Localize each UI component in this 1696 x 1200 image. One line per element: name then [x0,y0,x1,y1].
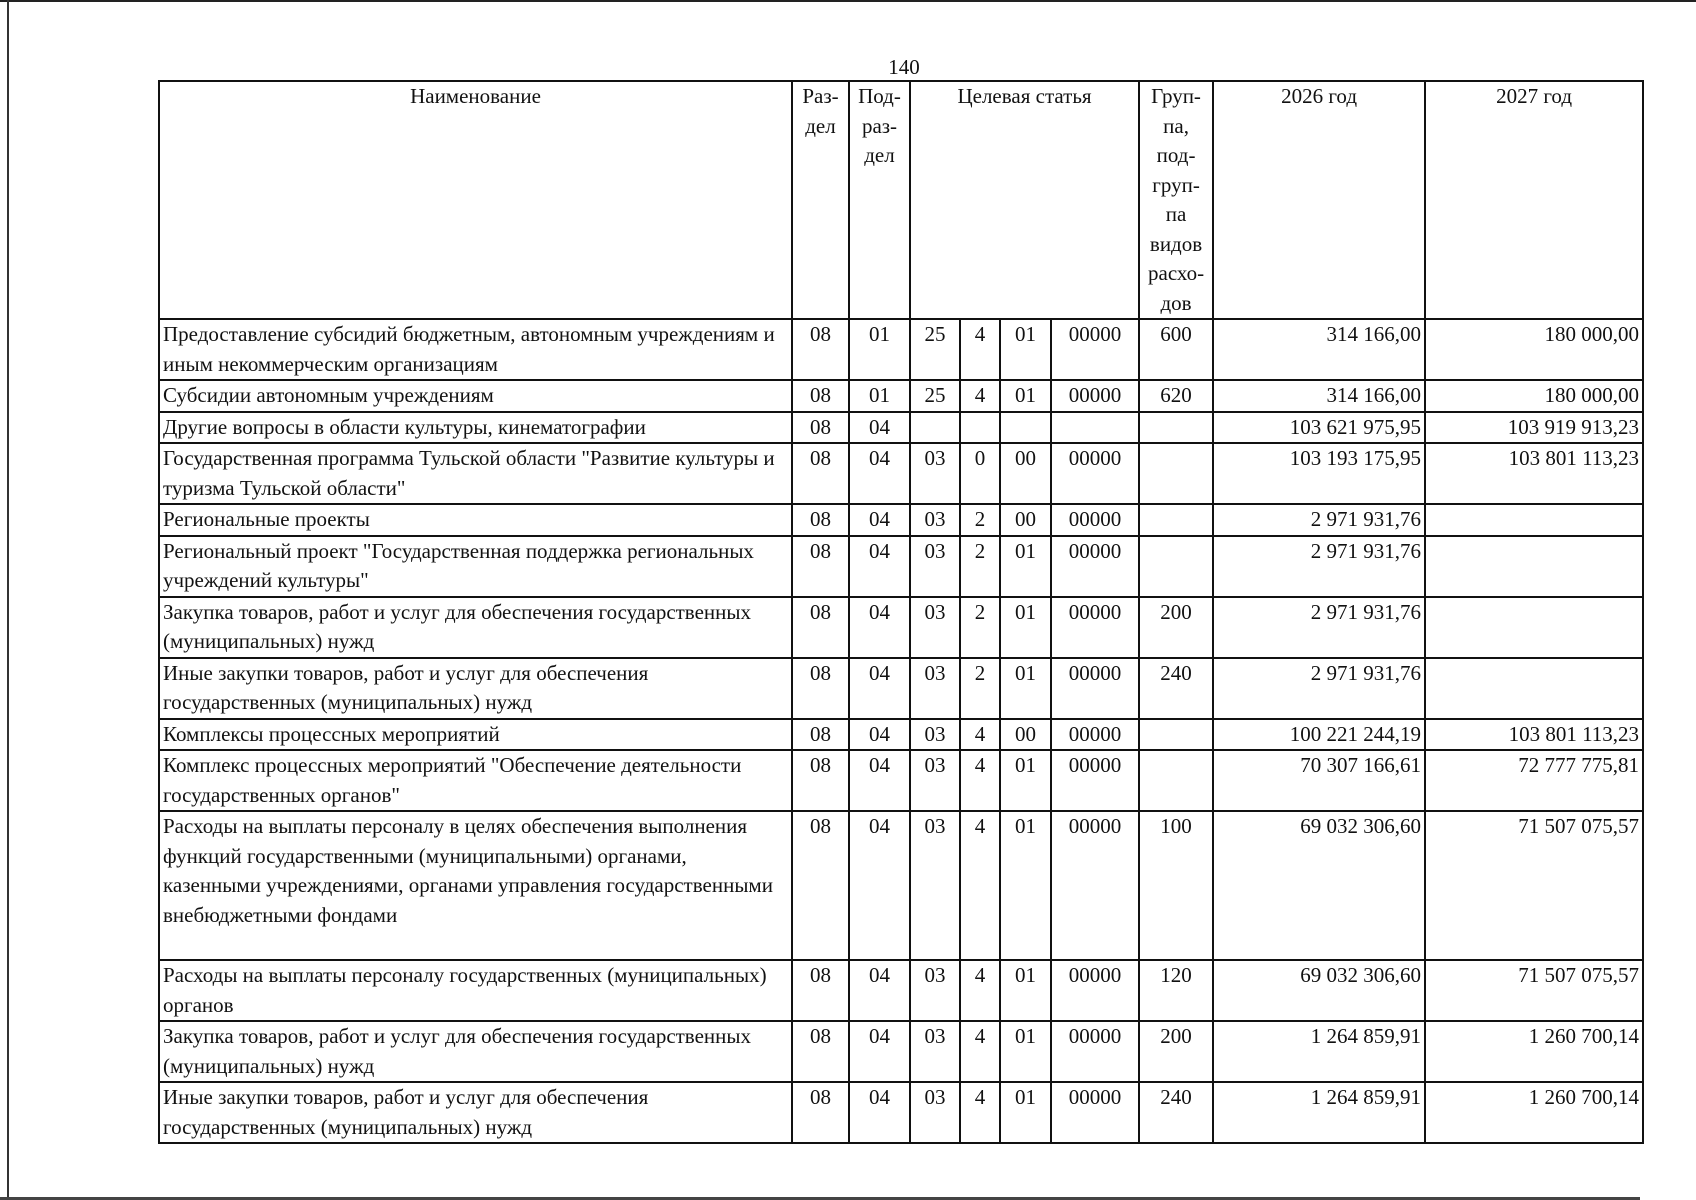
row-amount-2027-cell: 1 260 700,14 [1425,1021,1643,1082]
row-amount-2027-cell: 72 777 775,81 [1425,750,1643,811]
row-celevaya-element-cell: 01 [1000,960,1051,1021]
row-vid-rashodov-cell [1139,504,1213,536]
row-podrazdel-cell: 01 [849,380,910,412]
table-row [159,319,1643,380]
row-vid-rashodov-cell: 240 [1139,658,1213,719]
row-amount-2026-cell: 314 166,00 [1213,380,1425,412]
row-amount-2026-cell: 2 971 931,76 [1213,504,1425,536]
row-vid-rashodov-cell: 100 [1139,811,1213,960]
row-celevaya-program-cell: 03 [910,960,960,1021]
row-vid-rashodov-cell: 620 [1139,380,1213,412]
row-amount-2026-cell: 1 264 859,91 [1213,1021,1425,1082]
row-celevaya-program-cell: 03 [910,536,960,597]
row-celevaya-type-cell: 4 [960,1082,1000,1143]
row-celevaya-type-cell: 4 [960,380,1000,412]
row-celevaya-program-cell: 03 [910,1021,960,1082]
table-row [159,504,1643,536]
row-vid-rashodov-cell: 120 [1139,960,1213,1021]
row-amount-2026-cell: 70 307 166,61 [1213,750,1425,811]
table-row [159,719,1643,751]
table-row [159,412,1643,444]
row-amount-2027-cell: 180 000,00 [1425,319,1643,380]
row-amount-2026-cell: 2 971 931,76 [1213,658,1425,719]
row-celevaya-element-cell: 01 [1000,536,1051,597]
row-celevaya-direction-cell: 00000 [1051,536,1139,597]
row-celevaya-element-cell: 00 [1000,443,1051,504]
row-celevaya-direction-cell: 00000 [1051,319,1139,380]
row-amount-2027-cell: 71 507 075,57 [1425,960,1643,1021]
row-vid-rashodov-cell [1139,443,1213,504]
row-celevaya-element-cell [1000,412,1051,444]
header-razdel: Раз- дел [792,81,849,319]
row-celevaya-type-cell: 4 [960,719,1000,751]
row-name-cell: Расходы на выплаты персоналу государственных (муниципальных) органов [159,960,792,1021]
row-razdel-cell: 08 [792,412,849,444]
row-podrazdel-cell: 04 [849,597,910,658]
row-celevaya-program-cell: 03 [910,443,960,504]
row-amount-2026-cell: 69 032 306,60 [1213,960,1425,1021]
row-name-cell: Предоставление субсидий бюджетным, автономным учреждениям и иным некоммерческим организациям [159,319,792,380]
row-celevaya-element-cell: 01 [1000,380,1051,412]
row-celevaya-direction-cell: 00000 [1051,597,1139,658]
row-amount-2027-cell: 103 801 113,23 [1425,719,1643,751]
row-razdel-cell: 08 [792,504,849,536]
row-podrazdel-cell: 04 [849,412,910,444]
row-vid-rashodov-cell: 200 [1139,1021,1213,1082]
row-celevaya-element-cell: 01 [1000,1021,1051,1082]
row-amount-2027-cell: 103 919 913,23 [1425,412,1643,444]
header-year-2027: 2027 год [1425,81,1643,319]
row-vid-rashodov-cell: 200 [1139,597,1213,658]
row-razdel-cell: 08 [792,719,849,751]
row-amount-2027-cell [1425,597,1643,658]
row-celevaya-type-cell: 2 [960,597,1000,658]
row-razdel-cell: 08 [792,1082,849,1143]
row-amount-2027-cell [1425,536,1643,597]
row-razdel-cell: 08 [792,443,849,504]
row-celevaya-direction-cell: 00000 [1051,750,1139,811]
row-amount-2026-cell: 69 032 306,60 [1213,811,1425,960]
row-razdel-cell: 08 [792,960,849,1021]
row-celevaya-direction-cell [1051,412,1139,444]
row-podrazdel-cell: 04 [849,811,910,960]
row-razdel-cell: 08 [792,1021,849,1082]
row-name-cell: Закупка товаров, работ и услуг для обеспечения государственных (муниципальных) нужд [159,1021,792,1082]
row-vid-rashodov-cell [1139,536,1213,597]
row-name-cell: Расходы на выплаты персоналу в целях обеспечения выполнения функций государственными (муниципальными) органами, казенными учреждениями, органами управления государственными внебюджетными фондами [159,811,792,960]
budget-table [158,80,1644,1144]
row-razdel-cell: 08 [792,658,849,719]
table-header-row [159,81,1643,319]
table-row [159,1021,1643,1082]
row-celevaya-program-cell: 03 [910,750,960,811]
row-name-cell: Региональный проект "Государственная поддержка региональных учреждений культуры" [159,536,792,597]
row-vid-rashodov-cell [1139,750,1213,811]
row-podrazdel-cell: 04 [849,719,910,751]
row-celevaya-direction-cell: 00000 [1051,811,1139,960]
row-razdel-cell: 08 [792,319,849,380]
row-celevaya-program-cell: 25 [910,380,960,412]
row-name-cell: Субсидии автономным учреждениям [159,380,792,412]
row-name-cell: Комплексы процессных мероприятий [159,719,792,751]
page-number: 140 [888,55,920,79]
row-celevaya-element-cell: 01 [1000,1082,1051,1143]
row-podrazdel-cell: 01 [849,319,910,380]
row-razdel-cell: 08 [792,536,849,597]
row-amount-2026-cell: 2 971 931,76 [1213,597,1425,658]
row-celevaya-program-cell: 03 [910,504,960,536]
header-year-2026: 2026 год [1213,81,1425,319]
row-name-cell: Комплекс процессных мероприятий "Обеспечение деятельности государственных органов" [159,750,792,811]
row-celevaya-type-cell: 0 [960,443,1000,504]
row-podrazdel-cell: 04 [849,504,910,536]
row-celevaya-type-cell: 4 [960,319,1000,380]
row-celevaya-type-cell: 2 [960,536,1000,597]
row-razdel-cell: 08 [792,750,849,811]
row-celevaya-program-cell [910,412,960,444]
row-celevaya-direction-cell: 00000 [1051,443,1139,504]
row-amount-2027-cell: 180 000,00 [1425,380,1643,412]
row-name-cell: Государственная программа Тульской области "Развитие культуры и туризма Тульской области" [159,443,792,504]
row-celevaya-element-cell: 01 [1000,750,1051,811]
header-podrazdel: Под- раз- дел [849,81,910,319]
row-celevaya-direction-cell: 00000 [1051,719,1139,751]
row-amount-2027-cell: 103 801 113,23 [1425,443,1643,504]
row-celevaya-direction-cell: 00000 [1051,380,1139,412]
row-amount-2026-cell: 103 193 175,95 [1213,443,1425,504]
row-amount-2027-cell: 71 507 075,57 [1425,811,1643,960]
row-razdel-cell: 08 [792,597,849,658]
row-podrazdel-cell: 04 [849,536,910,597]
table-row [159,658,1643,719]
row-celevaya-program-cell: 25 [910,319,960,380]
row-celevaya-element-cell: 01 [1000,811,1051,960]
row-podrazdel-cell: 04 [849,750,910,811]
table-row [159,597,1643,658]
row-celevaya-type-cell: 2 [960,658,1000,719]
row-celevaya-type-cell: 4 [960,811,1000,960]
row-name-cell: Региональные проекты [159,504,792,536]
header-celevaya-statya: Целевая статья [910,81,1139,319]
row-podrazdel-cell: 04 [849,658,910,719]
row-amount-2026-cell: 2 971 931,76 [1213,536,1425,597]
header-name: Наименование [159,81,792,319]
row-vid-rashodov-cell [1139,412,1213,444]
row-celevaya-element-cell: 00 [1000,719,1051,751]
scan-border-left [7,0,9,1200]
row-razdel-cell: 08 [792,811,849,960]
row-celevaya-direction-cell: 00000 [1051,504,1139,536]
scan-border-top [0,0,1696,2]
row-amount-2026-cell: 314 166,00 [1213,319,1425,380]
row-podrazdel-cell: 04 [849,443,910,504]
row-celevaya-type-cell: 4 [960,1021,1000,1082]
row-name-cell: Иные закупки товаров, работ и услуг для обеспечения государственных (муниципальных) нужд [159,658,792,719]
row-celevaya-type-cell: 4 [960,960,1000,1021]
table-row [159,750,1643,811]
row-celevaya-program-cell: 03 [910,719,960,751]
row-amount-2027-cell [1425,658,1643,719]
row-celevaya-type-cell: 4 [960,750,1000,811]
row-amount-2027-cell [1425,504,1643,536]
row-name-cell: Иные закупки товаров, работ и услуг для обеспечения государственных (муниципальных) нужд [159,1082,792,1143]
row-celevaya-type-cell [960,412,1000,444]
table-row [159,1082,1643,1143]
table-row [159,811,1643,960]
row-podrazdel-cell: 04 [849,960,910,1021]
row-vid-rashodov-cell [1139,719,1213,751]
table-row [159,443,1643,504]
row-celevaya-direction-cell: 00000 [1051,960,1139,1021]
row-celevaya-type-cell: 2 [960,504,1000,536]
row-celevaya-element-cell: 01 [1000,319,1051,380]
table-row [159,960,1643,1021]
row-podrazdel-cell: 04 [849,1082,910,1143]
row-celevaya-direction-cell: 00000 [1051,1082,1139,1143]
row-celevaya-program-cell: 03 [910,1082,960,1143]
row-amount-2026-cell: 103 621 975,95 [1213,412,1425,444]
row-celevaya-direction-cell: 00000 [1051,1021,1139,1082]
row-vid-rashodov-cell: 600 [1139,319,1213,380]
row-vid-rashodov-cell: 240 [1139,1082,1213,1143]
row-podrazdel-cell: 04 [849,1021,910,1082]
row-razdel-cell: 08 [792,380,849,412]
table-row [159,536,1643,597]
row-celevaya-program-cell: 03 [910,658,960,719]
table-row [159,380,1643,412]
row-amount-2027-cell: 1 260 700,14 [1425,1082,1643,1143]
row-celevaya-element-cell: 01 [1000,597,1051,658]
row-celevaya-element-cell: 01 [1000,658,1051,719]
row-celevaya-program-cell: 03 [910,597,960,658]
row-amount-2026-cell: 1 264 859,91 [1213,1082,1425,1143]
row-amount-2026-cell: 100 221 244,19 [1213,719,1425,751]
row-name-cell: Другие вопросы в области культуры, кинематографии [159,412,792,444]
row-name-cell: Закупка товаров, работ и услуг для обеспечения государственных (муниципальных) нужд [159,597,792,658]
row-celevaya-program-cell: 03 [910,811,960,960]
row-celevaya-element-cell: 00 [1000,504,1051,536]
header-gruppa-vidov-rashodov: Груп- па, под- груп- па видов расхо- дов [1139,81,1213,319]
row-celevaya-direction-cell: 00000 [1051,658,1139,719]
